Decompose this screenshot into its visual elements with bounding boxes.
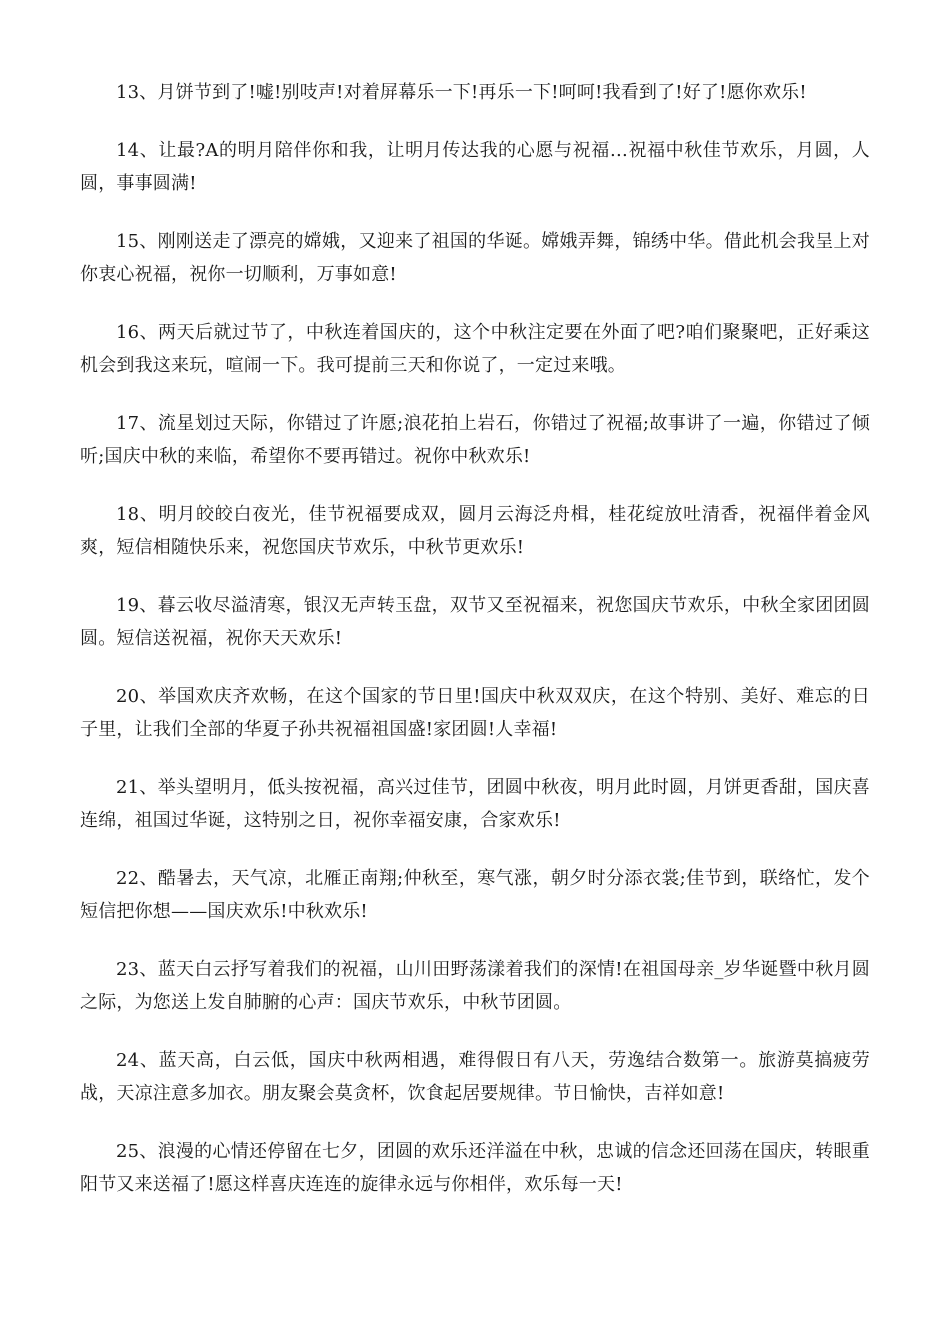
paragraph-15: 15、刚刚送走了漂亮的嫦娥，又迎来了祖国的华诞。嫦娥弄舞，锦绣中华。借此机会我呈上对你衷心祝福，祝你一切顺利，万事如意! [80,231,870,285]
paragraph-20: 20、举国欢庆齐欢畅，在这个国家的节日里!国庆中秋双双庆，在这个特别、美好、难忘的日子里，让我们全部的华夏子孙共祝福祖国盛!家团圆!人幸福! [80,686,870,740]
paragraph-24: 24、蓝天高，白云低，国庆中秋两相遇，难得假日有八天，劳逸结合数第一。旅游莫搞疲劳战，天凉注意多加衣。朋友聚会莫贪杯，饮食起居要规律。节日愉快，吉祥如意! [80,1050,870,1104]
paragraph-19: 19、暮云收尽溢清寒，银汉无声转玉盘，双节又至祝福来，祝您国庆节欢乐，中秋全家团团圆圆。短信送祝福，祝你天天欢乐! [80,595,870,649]
paragraph-18: 18、明月皎皎白夜光，佳节祝福要成双，圆月云海泛舟楫，桂花绽放吐清香，祝福伴着金风爽，短信相随快乐来，祝您国庆节欢乐，中秋节更欢乐! [80,504,870,558]
paragraph-13: 13、月饼节到了!嘘!别吱声!对着屏幕乐一下!再乐一下!呵呵!我看到了!好了!愿你欢乐! [116,82,807,103]
paragraph-22: 22、酷暑去，天气凉，北雁正南翔;仲秋至，寒气涨，朝夕时分添衣裳;佳节到，联络忙，发个短信把你想——国庆欢乐!中秋欢乐! [80,868,870,922]
paragraph-14: 14、让最?A的明月陪伴你和我，让明月传达我的心愿与祝福…祝福中秋佳节欢乐，月圆，人圆，事事圆满! [80,140,870,194]
paragraph-16: 16、两天后就过节了，中秋连着国庆的，这个中秋注定要在外面了吧?咱们聚聚吧，正好乘这机会到我这来玩，喧闹一下。我可提前三天和你说了，一定过来哦。 [80,322,870,376]
paragraph-25: 25、浪漫的心情还停留在七夕，团圆的欢乐还洋溢在中秋，忠诚的信念还回荡在国庆，转眼重阳节又来送福了!愿这样喜庆连连的旋律永远与你相伴，欢乐每一天! [80,1141,870,1195]
document-body [80,76,870,1226]
paragraph-23: 23、蓝天白云抒写着我们的祝福，山川田野荡漾着我们的深情!在祖国母亲_岁华诞暨中秋月圆之际，为您送上发自肺腑的心声：国庆节欢乐，中秋节团圆。 [80,959,870,1013]
paragraph-17: 17、流星划过天际，你错过了许愿;浪花拍上岩石，你错过了祝福;故事讲了一遍，你错过了倾听;国庆中秋的来临，希望你不要再错过。祝你中秋欢乐! [80,413,870,467]
paragraph-21: 21、举头望明月，低头按祝福，高兴过佳节，团圆中秋夜，明月此时圆，月饼更香甜，国庆喜连绵，祖国过华诞，这特别之日，祝你幸福安康，合家欢乐! [80,777,870,831]
